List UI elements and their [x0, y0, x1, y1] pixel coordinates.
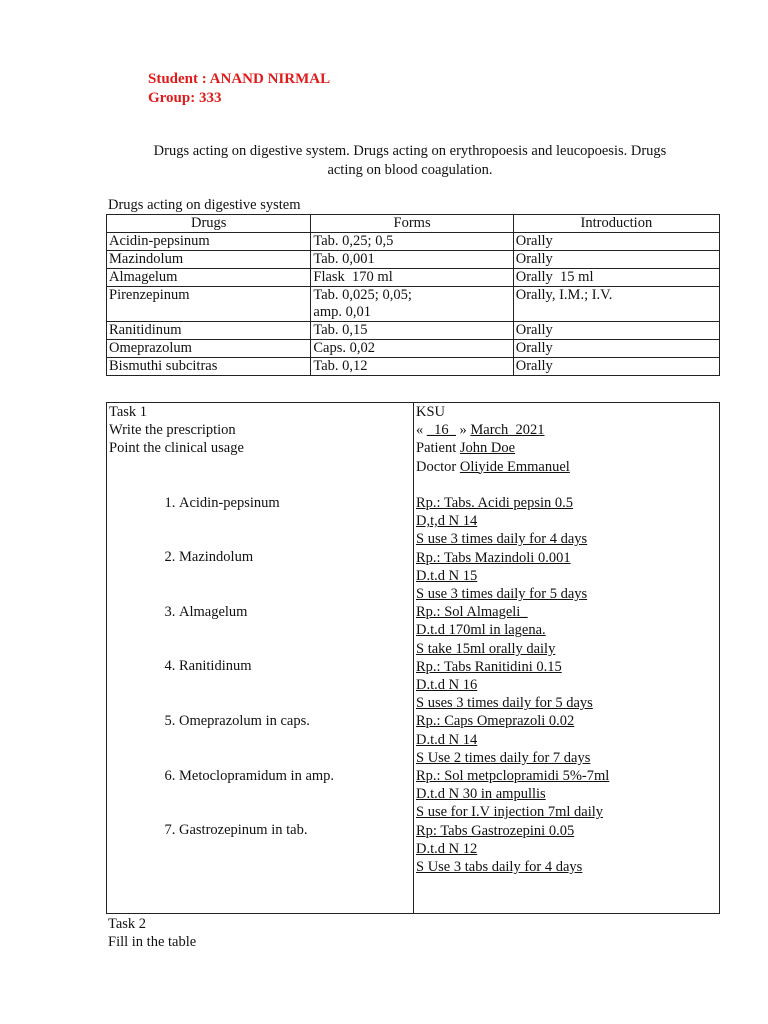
prescription-line: S Use 3 tabs daily for 4 days	[416, 859, 583, 876]
prescription-line: D,t,d N 14	[416, 513, 478, 530]
drug-cell: Almagelum	[107, 269, 311, 287]
list-item: 5. Omeprazolum in caps.	[179, 712, 411, 767]
prescription-line: S uses 3 times daily for 5 days	[416, 695, 593, 712]
drug-cell: Acidin-pepsinum	[107, 233, 311, 251]
prescription-line: Rp.: Sol Almageli_	[416, 604, 528, 621]
spacer	[416, 476, 717, 494]
table-caption: Drugs acting on digestive system	[108, 197, 301, 213]
prescription-line: D.t.d N 16	[416, 677, 478, 694]
task1-title: Task 1	[109, 404, 148, 420]
table-row	[107, 269, 720, 287]
list-item: 6. Metoclopramidum in amp.	[179, 767, 411, 822]
list-item: 1. Acidin-pepsinum	[179, 494, 411, 549]
date-day: _16_	[426, 422, 456, 439]
table-row	[107, 233, 720, 251]
prescription-line: D.t.d N 30 in ampullis	[416, 786, 546, 803]
forms-line: Tab. 0,025; 0,05;	[313, 287, 412, 303]
prescription-line: D.t.d N 14	[416, 731, 478, 748]
patient-label: Patient	[416, 440, 460, 457]
drug-list	[109, 494, 411, 876]
list-item: 3. Almagelum	[179, 603, 411, 658]
task1-row	[107, 403, 720, 914]
task1-instruction: Write the prescription	[109, 422, 236, 439]
table-row	[107, 251, 720, 269]
forms-cell: Tab. 0,15	[311, 322, 513, 340]
introduction-cell: Orally, I.M.; I.V.	[513, 287, 719, 322]
prescription-line: Rp.: Tabs. Acidi pepsin 0.5	[416, 495, 574, 511]
prescription-cell	[414, 403, 720, 914]
title-line: acting on blood coagulation.	[327, 162, 493, 178]
drugs-table	[106, 214, 720, 376]
student-header	[148, 70, 330, 108]
introduction-cell: Orally 15 ml	[513, 269, 719, 287]
drug-cell: Omeprazolum	[107, 340, 311, 358]
column-header-introduction: Introduction	[513, 215, 719, 233]
prescription-line: S take 15ml orally daily	[416, 640, 556, 657]
patient-name: John Doe	[459, 440, 516, 457]
date-month: March 2021	[470, 422, 545, 439]
task1-instruction: Point the clinical usage	[109, 440, 244, 457]
prescription-line: D.t.d N 15	[416, 567, 478, 584]
prescription-line: S use 3 times daily for 4 days	[416, 531, 588, 548]
prescription-date	[416, 421, 717, 439]
prescription-line: Rp.: Sol metpclopramidi 5%-7ml	[416, 768, 610, 785]
prescription-doctor	[416, 458, 717, 476]
prescription-line: D.t.d N 12	[416, 840, 478, 857]
forms-cell	[311, 287, 513, 322]
introduction-cell: Orally	[513, 340, 719, 358]
title-line: Drugs acting on digestive system. Drugs acting on erythropoesis and leucopoesis. Drugs	[153, 143, 667, 159]
prescription-org: KSU	[416, 404, 446, 420]
drug-cell: Pirenzepinum	[107, 287, 311, 322]
document-title	[100, 142, 720, 180]
task1-table	[106, 402, 720, 914]
task2-title: Task 2	[108, 916, 147, 932]
prescription-line: Rp.: Caps Omeprazoli 0.02	[416, 713, 575, 730]
prescription-line: Rp.: Tabs Mazindoli 0.001	[416, 549, 571, 566]
doctor-name: Oliyide Emmanuel	[459, 458, 570, 475]
student-name: Student : ANAND NIRMAL	[148, 71, 331, 87]
introduction-cell: Orally	[513, 358, 719, 376]
list-item: 4. Ranitidinum	[179, 657, 411, 712]
table-row	[107, 287, 720, 322]
student-group: Group: 333	[148, 90, 222, 106]
task2-instruction: Fill in the table	[108, 934, 197, 950]
prescription-patient	[416, 439, 717, 457]
table-row	[107, 340, 720, 358]
table-header-row	[107, 215, 720, 233]
forms-cell: Tab. 0,001	[311, 251, 513, 269]
prescription-line: S use 3 times daily for 5 days	[416, 586, 588, 603]
list-item: 2. Mazindolum	[179, 548, 411, 603]
prescription-line: S use for I.V injection 7ml daily	[416, 804, 603, 821]
prescription-line: S Use 2 times daily for 7 days	[416, 749, 591, 766]
table-row	[107, 358, 720, 376]
doctor-label: Doctor	[416, 458, 460, 475]
forms-cell: Caps. 0,02	[311, 340, 513, 358]
forms-cell: Tab. 0,25; 0,5	[311, 233, 513, 251]
forms-cell: Flask 170 ml	[311, 269, 513, 287]
column-header-drugs: Drugs	[107, 215, 311, 233]
prescription-line: Rp: Tabs Gastrozepini 0.05	[416, 822, 575, 839]
task2-section	[108, 915, 196, 951]
date-prefix: «	[416, 422, 427, 439]
column-header-forms: Forms	[311, 215, 513, 233]
drug-cell: Bismuthi subcitras	[107, 358, 311, 376]
prescription-line: D.t.d 170ml in lagena.	[416, 622, 546, 639]
prescription-line: Rp.: Tabs Ranitidini 0.15	[416, 658, 562, 675]
drug-cell: Ranitidinum	[107, 322, 311, 340]
forms-line: amp. 0,01	[313, 304, 371, 320]
list-item: 7. Gastrozepinum in tab.	[179, 821, 411, 876]
forms-cell: Tab. 0,12	[311, 358, 513, 376]
date-separator: »	[455, 422, 471, 439]
introduction-cell: Orally	[513, 233, 719, 251]
table-row	[107, 322, 720, 340]
drug-cell: Mazindolum	[107, 251, 311, 269]
introduction-cell: Orally	[513, 251, 719, 269]
task1-instructions-cell	[107, 403, 414, 914]
introduction-cell: Orally	[513, 322, 719, 340]
